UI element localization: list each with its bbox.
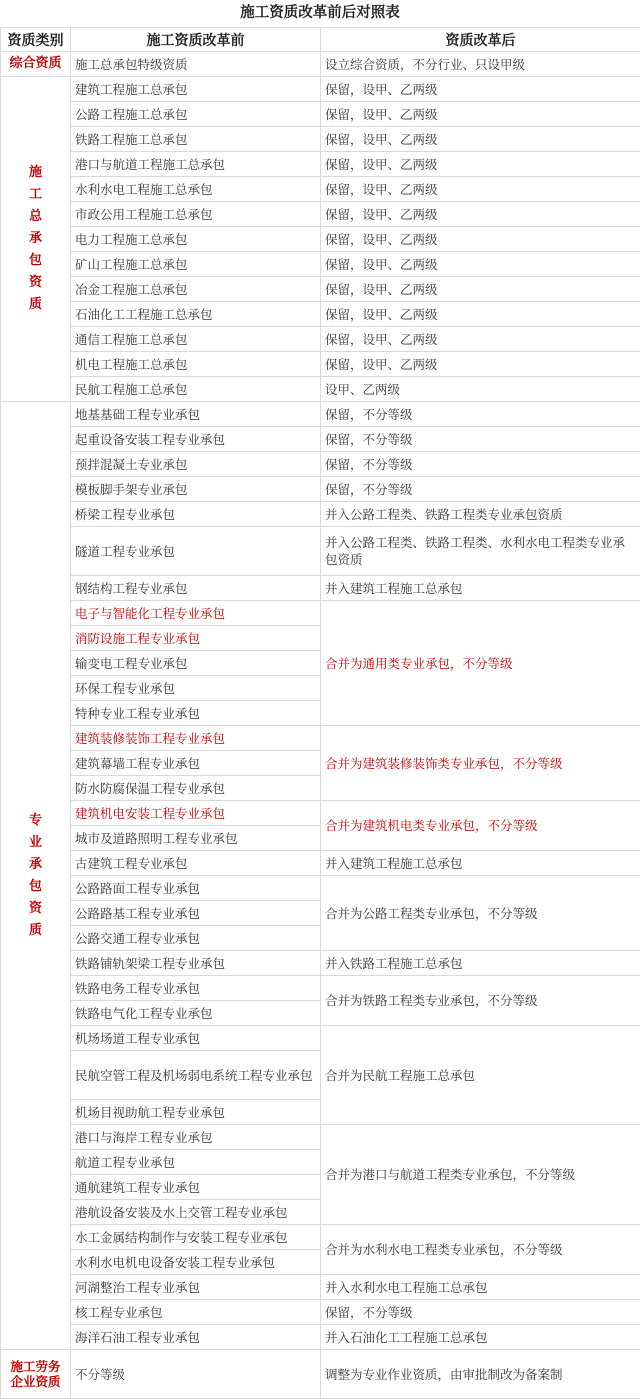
table-row: [1, 876, 640, 901]
category-line: 企业资质: [3, 1374, 68, 1389]
table-row: [1, 801, 640, 826]
cell-after-merged: 合并为水利水电工程类专业承包，不分等级: [321, 1225, 640, 1275]
table-row: [1, 502, 640, 527]
category-char: 资: [3, 898, 68, 920]
cell-before: 水工金属结构制作与安装工程专业承包: [71, 1225, 321, 1250]
table-row: [1, 1225, 640, 1250]
table-row: [1, 52, 640, 77]
table-row: [1, 252, 640, 277]
cell-before: 起重设备安装工程专业承包: [71, 427, 321, 452]
cell-after: 并入水利水电工程施工总承包: [321, 1275, 640, 1300]
cell-after: 保留，设甲、乙两级: [321, 252, 640, 277]
cell-after-merged: 合并为公路工程类专业承包，不分等级: [321, 876, 640, 951]
cell-after: 保留，不分等级: [321, 427, 640, 452]
cell-before: 航道工程专业承包: [71, 1150, 321, 1175]
cell-before: 施工总承包特级资质: [71, 52, 321, 77]
cell-before: 特种专业工程专业承包: [71, 701, 321, 726]
header-after: 资质改革后: [321, 28, 640, 52]
cell-after: 保留，设甲、乙两级: [321, 277, 640, 302]
cell-after: 保留，不分等级: [321, 402, 640, 427]
cell-after: 设立综合资质，不分行业、只设甲级: [321, 52, 640, 77]
page-title: 施工资质改革前后对照表: [0, 0, 640, 27]
cell-before: 民航工程施工总承包: [71, 377, 321, 402]
table-row: [1, 452, 640, 477]
table-row: [1, 1275, 640, 1300]
cell-after-merged: 合并为港口与航道工程类专业承包，不分等级: [321, 1125, 640, 1225]
cell-after-merged: 合并为铁路工程类专业承包，不分等级: [321, 976, 640, 1026]
cell-before: 建筑幕墙工程专业承包: [71, 751, 321, 776]
cell-before: 通信工程施工总承包: [71, 327, 321, 352]
category-char: 业: [3, 832, 68, 854]
cell-after: 并入石油化工工程施工总承包: [321, 1325, 640, 1350]
table-row: [1, 102, 640, 127]
cell-before: 市政公用工程施工总承包: [71, 202, 321, 227]
cell-before: 古建筑工程专业承包: [71, 851, 321, 876]
cell-before: 消防设施工程专业承包: [71, 626, 321, 651]
table-row: [1, 527, 640, 576]
category-char: 资: [3, 272, 68, 294]
cell-after: 保留，设甲、乙两级: [321, 152, 640, 177]
cell-after: 保留，设甲、乙两级: [321, 327, 640, 352]
table-row: [1, 302, 640, 327]
table-header-row: [1, 28, 640, 52]
table-row: [1, 976, 640, 1001]
table-row: [1, 152, 640, 177]
cell-after: 保留，设甲、乙两级: [321, 227, 640, 252]
cell-before: 港口与航道工程施工总承包: [71, 152, 321, 177]
cell-before: 海洋石油工程专业承包: [71, 1325, 321, 1350]
table-row: [1, 202, 640, 227]
qualification-table: [0, 27, 640, 1399]
cell-after: 保留，设甲、乙两级: [321, 302, 640, 327]
cell-before: 矿山工程施工总承包: [71, 252, 321, 277]
cell-before: 电子与智能化工程专业承包: [71, 601, 321, 626]
cell-after: 并入公路工程类、铁路工程类专业承包资质: [321, 502, 640, 527]
category-char: 质: [3, 920, 68, 942]
cell-before: 机场场道工程专业承包: [71, 1026, 321, 1051]
cell-before: 公路路面工程专业承包: [71, 876, 321, 901]
cell-before: 建筑装修装饰工程专业承包: [71, 726, 321, 751]
table-row: [1, 352, 640, 377]
cell-before: 通航建筑工程专业承包: [71, 1175, 321, 1200]
cell-after: 并入铁路工程施工总承包: [321, 951, 640, 976]
cell-before: 模板脚手架专业承包: [71, 477, 321, 502]
cell-after: 并入建筑工程施工总承包: [321, 576, 640, 601]
table-row: [1, 1026, 640, 1051]
category-char: 包: [3, 876, 68, 898]
category-char: 专: [3, 810, 68, 832]
table-row: [1, 726, 640, 751]
cell-after: 保留，设甲、乙两级: [321, 77, 640, 102]
cell-before: 水利水电机电设备安装工程专业承包: [71, 1250, 321, 1275]
cell-before: 不分等级: [71, 1350, 321, 1399]
cell-after: 保留，设甲、乙两级: [321, 127, 640, 152]
cell-after-merged: 合并为建筑机电类专业承包，不分等级: [321, 801, 640, 851]
header-category: 资质类别: [1, 28, 71, 52]
category-char: 工: [3, 184, 68, 206]
cell-before: 建筑工程施工总承包: [71, 77, 321, 102]
cell-before: 港口与海岸工程专业承包: [71, 1125, 321, 1150]
cell-after: 调整为专业作业资质，由审批制改为备案制: [321, 1350, 640, 1399]
table-row: [1, 576, 640, 601]
cell-after: 保留，设甲、乙两级: [321, 177, 640, 202]
cell-before: 公路工程施工总承包: [71, 102, 321, 127]
cell-before: 河湖整治工程专业承包: [71, 1275, 321, 1300]
cell-before: 铁路铺轨架梁工程专业承包: [71, 951, 321, 976]
cell-before: 民航空管工程及机场弱电系统工程专业承包: [71, 1051, 321, 1100]
cell-after: 保留，不分等级: [321, 1300, 640, 1325]
cell-before: 港航设备安装及水上交管工程专业承包: [71, 1200, 321, 1225]
cell-before: 隧道工程专业承包: [71, 527, 321, 576]
cell-before: 输变电工程专业承包: [71, 651, 321, 676]
cell-after: 并入公路工程类、铁路工程类、水利水电工程类专业承包资质: [321, 527, 640, 576]
cell-before: 城市及道路照明工程专业承包: [71, 826, 321, 851]
category-char: 承: [3, 854, 68, 876]
cell-before: 机场目视助航工程专业承包: [71, 1100, 321, 1125]
cell-before: 防水防腐保温工程专业承包: [71, 776, 321, 801]
cell-before: 预拌混凝土专业承包: [71, 452, 321, 477]
category-comprehensive: 综合资质: [1, 52, 71, 77]
table-row: [1, 177, 640, 202]
cell-before: 公路路基工程专业承包: [71, 901, 321, 926]
category-specialty-contracting: [1, 402, 71, 1350]
cell-after-merged: 合并为建筑装修装饰类专业承包，不分等级: [321, 726, 640, 801]
category-line: 施工劳务: [3, 1359, 68, 1374]
table-row: [1, 277, 640, 302]
cell-after-merged: 合并为通用类专业承包，不分等级: [321, 601, 640, 726]
cell-after: 保留，设甲、乙两级: [321, 102, 640, 127]
category-char: 质: [3, 294, 68, 316]
cell-after: 设甲、乙两级: [321, 377, 640, 402]
category-char: 承: [3, 228, 68, 250]
cell-after: 保留，不分等级: [321, 477, 640, 502]
cell-before: 桥梁工程专业承包: [71, 502, 321, 527]
table-row: [1, 77, 640, 102]
table-row: [1, 227, 640, 252]
table-row: [1, 1300, 640, 1325]
category-labor: [1, 1350, 71, 1399]
cell-before: 环保工程专业承包: [71, 676, 321, 701]
table-row: [1, 127, 640, 152]
table-row: [1, 851, 640, 876]
cell-before: 建筑机电安装工程专业承包: [71, 801, 321, 826]
cell-before: 冶金工程施工总承包: [71, 277, 321, 302]
cell-after: 保留，设甲、乙两级: [321, 352, 640, 377]
cell-after-merged: 合并为民航工程施工总承包: [321, 1026, 640, 1125]
category-char: 包: [3, 250, 68, 272]
table-row: [1, 1325, 640, 1350]
cell-before: 石油化工工程施工总承包: [71, 302, 321, 327]
table-row: [1, 601, 640, 626]
header-before: 施工资质改革前: [71, 28, 321, 52]
cell-before: 核工程专业承包: [71, 1300, 321, 1325]
cell-before: 铁路电气化工程专业承包: [71, 1001, 321, 1026]
table-row: [1, 1350, 640, 1399]
cell-before: 钢结构工程专业承包: [71, 576, 321, 601]
cell-before: 铁路电务工程专业承包: [71, 976, 321, 1001]
cell-before: 水利水电工程施工总承包: [71, 177, 321, 202]
cell-after: 保留，设甲、乙两级: [321, 202, 640, 227]
category-char: 施: [3, 162, 68, 184]
category-char: 总: [3, 206, 68, 228]
table-row: [1, 327, 640, 352]
category-general-contracting: [1, 77, 71, 402]
table-row: [1, 377, 640, 402]
table-row: [1, 477, 640, 502]
table-row: [1, 402, 640, 427]
table-row: [1, 427, 640, 452]
cell-before: 机电工程施工总承包: [71, 352, 321, 377]
table-row: [1, 1125, 640, 1150]
cell-before: 铁路工程施工总承包: [71, 127, 321, 152]
cell-before: 电力工程施工总承包: [71, 227, 321, 252]
cell-after: 保留，不分等级: [321, 452, 640, 477]
cell-after: 并入建筑工程施工总承包: [321, 851, 640, 876]
table-row: [1, 951, 640, 976]
cell-before: 地基基础工程专业承包: [71, 402, 321, 427]
cell-before: 公路交通工程专业承包: [71, 926, 321, 951]
